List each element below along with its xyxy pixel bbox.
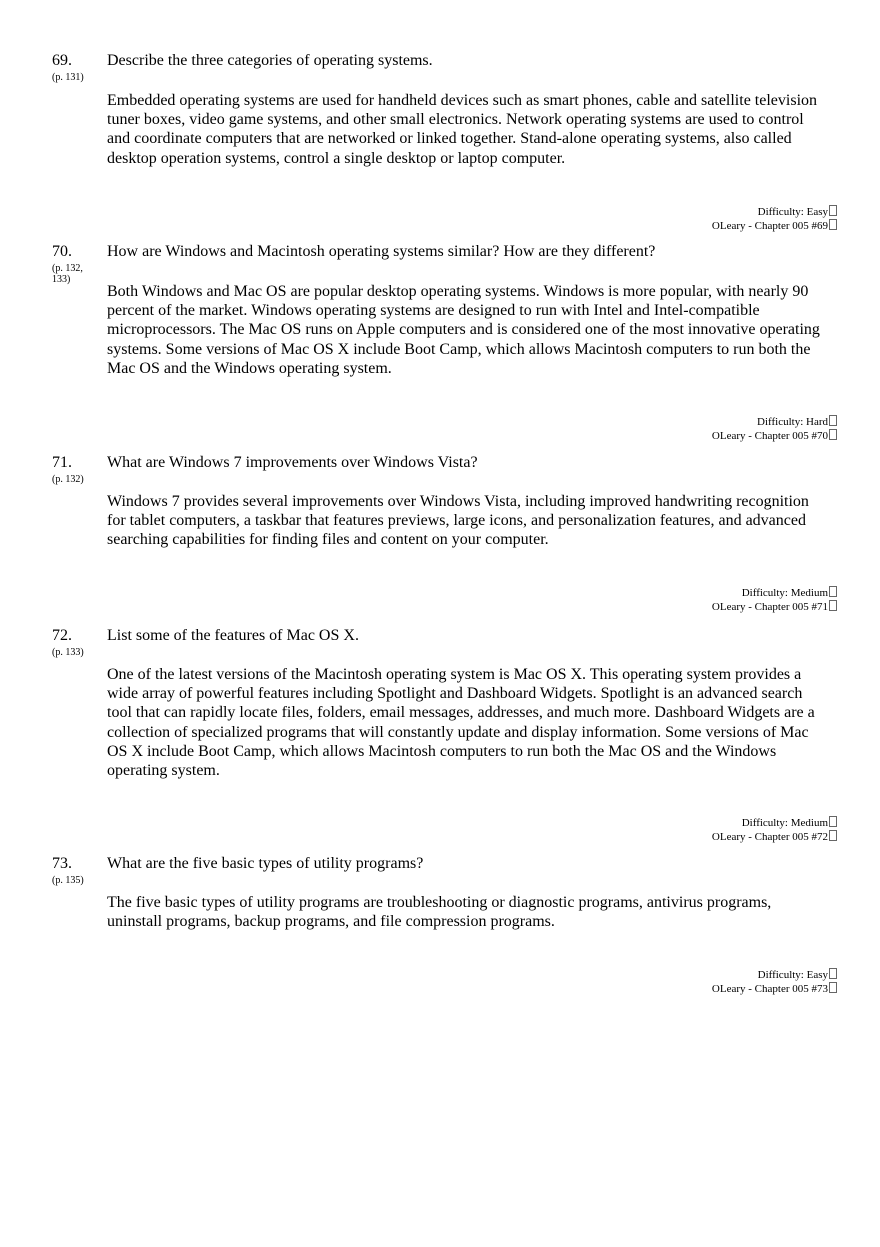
question-meta (712, 816, 837, 844)
question-number: 72. (52, 627, 72, 644)
page-reference: (p. 131) (52, 72, 84, 83)
source-label: OLeary - Chapter 005 #72 (711, 831, 828, 843)
box-glyph-icon (829, 429, 837, 440)
answer-text: Both Windows and Mac OS are popular desktop operating systems. Windows is more popular, with nearly 90 percent of the market. Windows operating systems are designed to run with Intel and Intel-compatible microprocessors. The Mac OS runs on Apple computers and is considered one of the most innovative operating systems. Some versions of Mac OS X include Boot Camp, which allows Macintosh computers to run both the Mac OS and the Windows operating system. (107, 283, 820, 377)
question-number: 73. (52, 855, 72, 872)
question-number: 71. (52, 454, 72, 471)
question-meta (712, 968, 837, 996)
box-glyph-icon (829, 816, 837, 827)
box-glyph-icon (829, 219, 837, 230)
box-glyph-icon (829, 830, 837, 841)
question-text: What are Windows 7 improvements over Windows Vista? (107, 454, 478, 471)
difficulty-label: Difficulty: Medium (741, 817, 828, 829)
source-label: OLeary - Chapter 005 #73 (711, 983, 828, 995)
question-text: List some of the features of Mac OS X. (107, 627, 359, 644)
question-text: What are the five basic types of utility programs? (107, 855, 424, 872)
box-glyph-icon (829, 415, 837, 426)
page-reference: (p. 132) (52, 474, 84, 485)
question-meta (712, 205, 837, 233)
question-text: Describe the three categories of operating systems. (107, 52, 433, 69)
box-glyph-icon (829, 600, 837, 611)
source-label: OLeary - Chapter 005 #70 (711, 430, 828, 442)
box-glyph-icon (829, 968, 837, 979)
answer-text: The five basic types of utility programs are troubleshooting or diagnostic programs, antivirus programs, uninstall programs, backup programs, and file compression programs. (107, 894, 772, 931)
box-glyph-icon (829, 205, 837, 216)
answer-text: Embedded operating systems are used for handheld devices such as smart phones, cable and satellite television tuner boxes, video game systems, and other small electronics. Network operating systems are used to control and coordinate computers that are networked or linked together. Stand-alone operating systems, also called desktop operation systems, control a single desktop or laptop computer. (107, 92, 818, 167)
source-label: OLeary - Chapter 005 #69 (711, 220, 828, 232)
box-glyph-icon (829, 982, 837, 993)
question-number: 70. (52, 243, 72, 260)
question-meta (712, 586, 837, 614)
page-reference: (p. 132, 133) (52, 263, 83, 285)
page-reference: (p. 133) (52, 647, 84, 658)
difficulty-label: Difficulty: Hard (757, 416, 828, 428)
answer-text: One of the latest versions of the Macintosh operating system is Mac OS X. This operating system provides a wide array of powerful features including Spotlight and Dashboard Widgets. Spotlight is an advanced search tool that can rapidly locate files, folders, email messages, addresses, and much more. Dashboard Widgets are a collection of specialized programs that will constantly update and display information. Some versions of Mac OS X include Boot Camp, which allows Macintosh computers to run both the Mac OS and the Windows operating system. (107, 666, 815, 780)
difficulty-label: Difficulty: Easy (757, 969, 828, 981)
question-meta (712, 415, 837, 443)
question-number: 69. (52, 52, 72, 69)
answer-text: Windows 7 provides several improvements over Windows Vista, including improved handwriting recognition for tablet computers, a taskbar that features previews, large icons, and personalization features, and advanced searching capabilities for finding files and content on your computer. (107, 493, 809, 549)
page-reference: (p. 135) (52, 875, 84, 886)
question-text: How are Windows and Macintosh operating systems similar? How are they different? (107, 243, 656, 260)
box-glyph-icon (829, 586, 837, 597)
difficulty-label: Difficulty: Easy (757, 206, 828, 218)
source-label: OLeary - Chapter 005 #71 (711, 601, 828, 613)
difficulty-label: Difficulty: Medium (741, 587, 828, 599)
